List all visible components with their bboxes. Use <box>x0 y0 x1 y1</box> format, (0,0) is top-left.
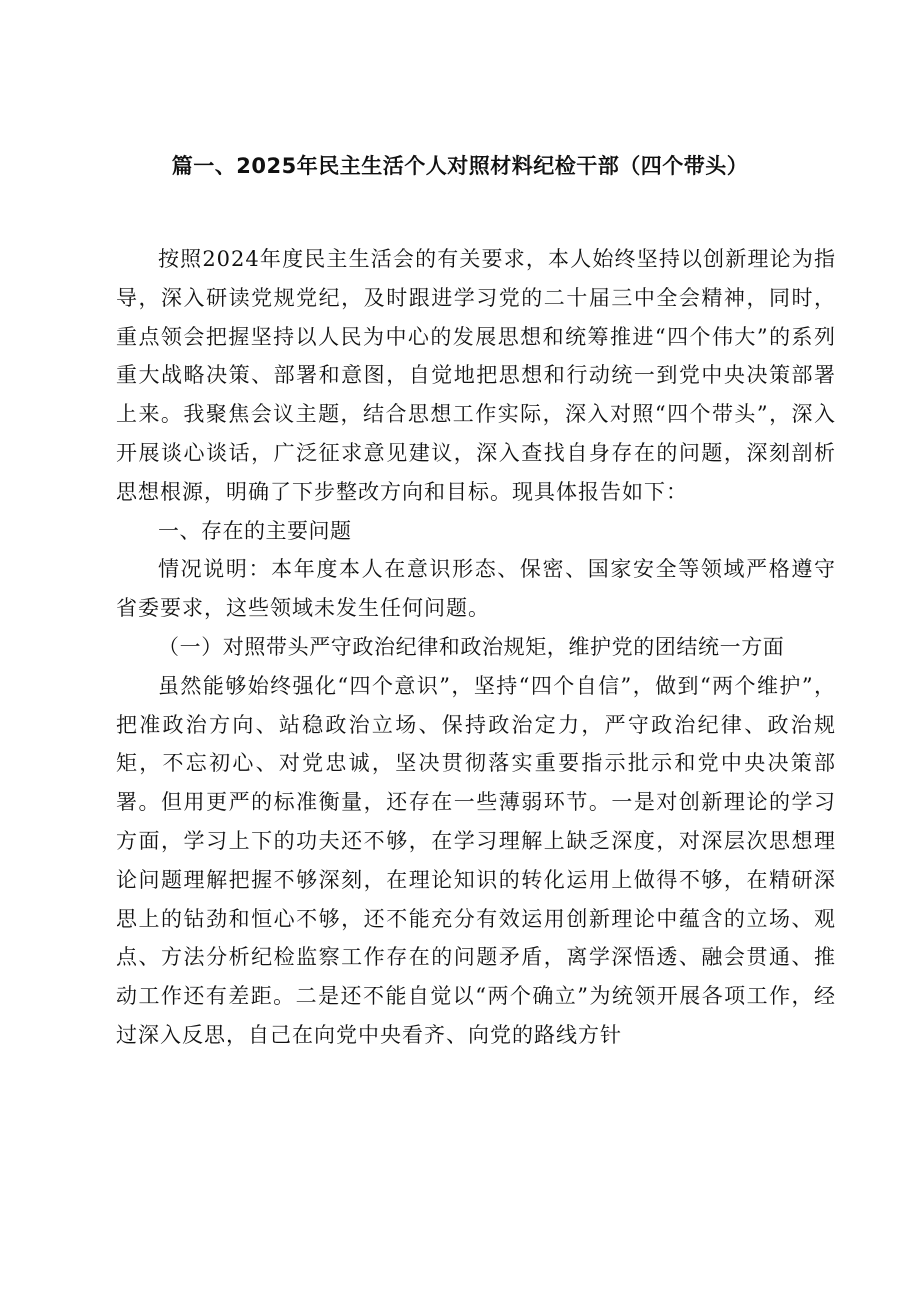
situation-note-paragraph: 情况说明：本年度本人在意识形态、保密、国家安全等领域严格遵守省委要求，这些领域未发生任何问题。 <box>116 557 836 621</box>
intro-paragraph: 按照2024年度民主生活会的有关要求，本人始终坚持以创新理论为指导，深入研读党规党纪，及时跟进学习党的二十届三中全会精神，同时，重点领会把握坚持以人民为中心的发展思想和统筹推进“四个伟大”的系列重大战略决策、部署和意图，自觉地把思想和行动统一到党中央决策部署上来。我聚焦会议主题，结合思想工作实际，深入对照“四个带头”，深入开展谈心谈话，广泛征求意见建议，深入查找自身存在的问题，深刻剖析思想根源，明确了下步整改方向和目标。现具体报告如下： <box>116 247 836 504</box>
section-heading-problems: 一、存在的主要问题 <box>158 518 352 543</box>
subsection-heading-political-discipline: （一）对照带头严守政治纪律和政治规矩，维护党的团结统一方面 <box>158 634 785 659</box>
document-body <box>116 240 836 1055</box>
document-title: 篇一、2025年民主生活个人对照材料纪检干部（四个带头） <box>171 154 749 178</box>
political-discipline-paragraph: 虽然能够始终强化“四个意识”，坚持“四个自信”，做到“两个维护”，把准政治方向、站稳政治立场、保持政治定力，严守政治纪律、政治规矩，不忘初心、对党忠诚，坚决贯彻落实重要指示批示和党中央决策部署。但用更严的标准衡量，还存在一些薄弱环节。一是对创新理论的学习方面，学习上下的功夫还不够，在学习理解上缺乏深度，对深层次思想理论问题理解把握不够深刻，在理论知识的转化运用上做得不够，在精研深思上的钻劲和恒心不够，还不能充分有效运用创新理论中蕴含的立场、观点、方法分析纪检监察工作存在的问题矛盾，离学深悟透、融会贯通、推动工作还有差距。二是还不能自觉以“两个确立”为统领开展各项工作，经过深入反思，自己在向党中央看齐、向党的路线方针 <box>116 673 836 1047</box>
